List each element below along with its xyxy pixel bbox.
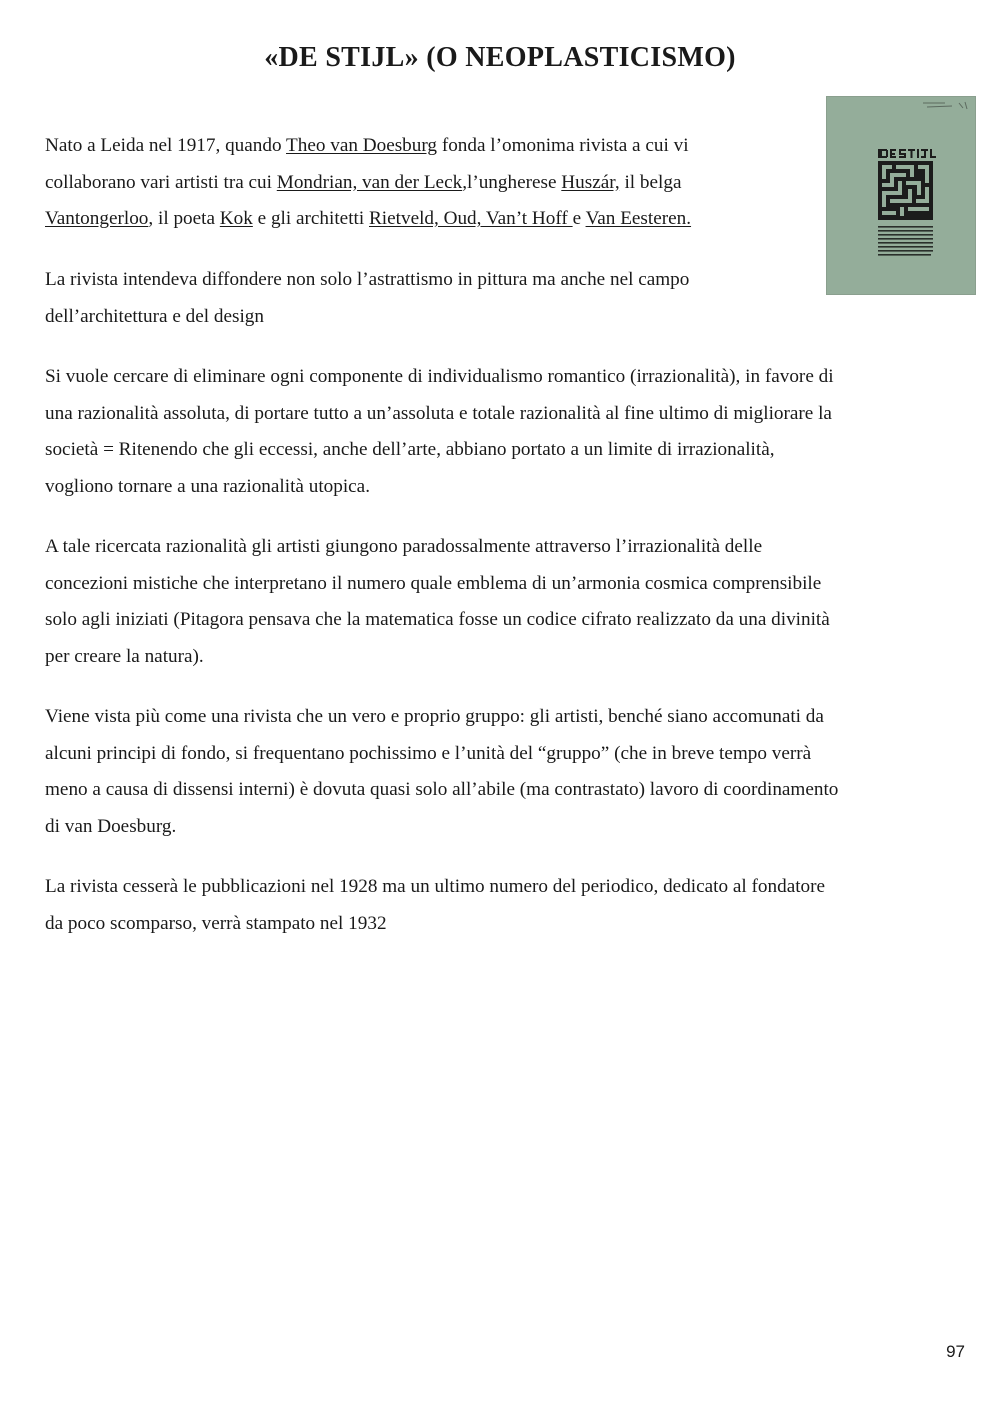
paragraph-mysticism	[45, 529, 830, 675]
text-line	[45, 529, 830, 566]
text-line	[45, 432, 834, 469]
text-line	[45, 602, 830, 639]
page-title: «DE STIJL» (O NEOPLASTICISMO)	[264, 42, 736, 73]
text-line	[45, 809, 838, 846]
paragraph-purpose	[45, 262, 689, 335]
text-line	[45, 566, 830, 603]
text-segment: fonda l’omonima rivista a cui vi	[437, 135, 689, 156]
text-line	[45, 262, 689, 299]
text-line	[45, 699, 838, 736]
text-segment: alcuni principi di fondo, si frequentano pochissimo e l’unità del “gruppo” (che in breve tempo verrà	[45, 742, 812, 764]
text-segment: per creare la natura).	[45, 645, 204, 667]
text-line	[45, 359, 834, 396]
text-segment: vogliono tornare a una razionalità utopica.	[45, 475, 370, 497]
paragraph-intro	[45, 128, 691, 238]
text-segment: e	[572, 208, 586, 229]
text-segment: e gli architetti	[252, 208, 369, 229]
hyperlink[interactable]: Rietveld, Oud, Van’t Hoff	[369, 208, 573, 229]
text-segment: La rivista cesserà le pubblicazioni nel 1928 ma un ultimo numero del periodico, dedicato al fondatore	[45, 876, 826, 897]
text-line	[45, 165, 691, 202]
hyperlink[interactable]: Van Eesteren.	[585, 208, 692, 229]
text-line	[45, 299, 689, 336]
text-line	[45, 906, 825, 943]
paragraph-group	[45, 699, 838, 845]
hyperlink[interactable]: Huszár,	[561, 171, 620, 193]
text-line	[45, 128, 691, 165]
hyperlink[interactable]: Vantongerloo	[45, 208, 149, 229]
text-line	[45, 869, 825, 906]
text-line	[45, 469, 834, 506]
text-segment: dell’architettura e del design	[45, 305, 264, 327]
hyperlink[interactable]: Mondrian, van der Leck	[276, 171, 463, 193]
text-segment: , il poeta	[148, 208, 220, 229]
text-segment: Viene vista più come una rivista che un vero e proprio gruppo: gli artisti, benché siano accomunati da	[45, 706, 824, 727]
text-segment: ,l’ungherese	[462, 171, 562, 193]
text-segment: solo agli iniziati (Pitagora pensava che la matematica fosse un codice cifrato realizzato da una divinità	[45, 609, 830, 630]
text-line	[45, 639, 830, 676]
text-line	[45, 736, 838, 773]
text-segment: il belga	[619, 171, 682, 193]
paragraph-end	[45, 869, 825, 942]
text-segment: meno a causa di dissensi interni) è dovuta quasi solo all’abile (ma contrastato) lavoro di coordinamento	[45, 779, 839, 800]
text-segment: Nato a Leida nel 1917, quando	[45, 135, 287, 156]
text-segment: da poco scomparso, verrà stampato nel 1932	[45, 912, 387, 934]
text-segment: una razionalità assoluta, di portare tutto a un’assoluta e totale razionalità al fine ultimo di migliorare la	[45, 402, 832, 424]
paragraph-rationality	[45, 359, 834, 505]
text-segment: A tale ricercata razionalità gli artisti giungono paradossalmente attraverso l’irrazionalità delle	[45, 536, 763, 557]
page-number: 97	[946, 1342, 965, 1361]
text-segment: collaborano vari artisti tra cui	[45, 171, 277, 193]
text-segment: di van Doesburg.	[45, 815, 177, 837]
text-line	[45, 201, 691, 238]
hyperlink[interactable]: Theo van Doesburg	[286, 135, 438, 156]
text-line	[45, 396, 834, 433]
hyperlink[interactable]: Kok	[219, 208, 253, 229]
text-segment: Si vuole cercare di eliminare ogni componente di individualismo romantico (irrazionalità), in favore di	[45, 366, 834, 387]
de-stijl-cover-image	[826, 96, 976, 295]
text-segment: La rivista intendeva diffondere non solo l’astrattismo in pittura ma anche nel campo	[45, 269, 690, 290]
text-line	[45, 772, 838, 809]
text-segment: società = Ritenendo che gli eccessi, anche dell’arte, abbiano portato a un limite di irrazionalità,	[45, 439, 775, 460]
text-segment: concezioni mistiche che interpretano il numero quale emblema di un’armonia cosmica comprensibile	[45, 572, 822, 594]
